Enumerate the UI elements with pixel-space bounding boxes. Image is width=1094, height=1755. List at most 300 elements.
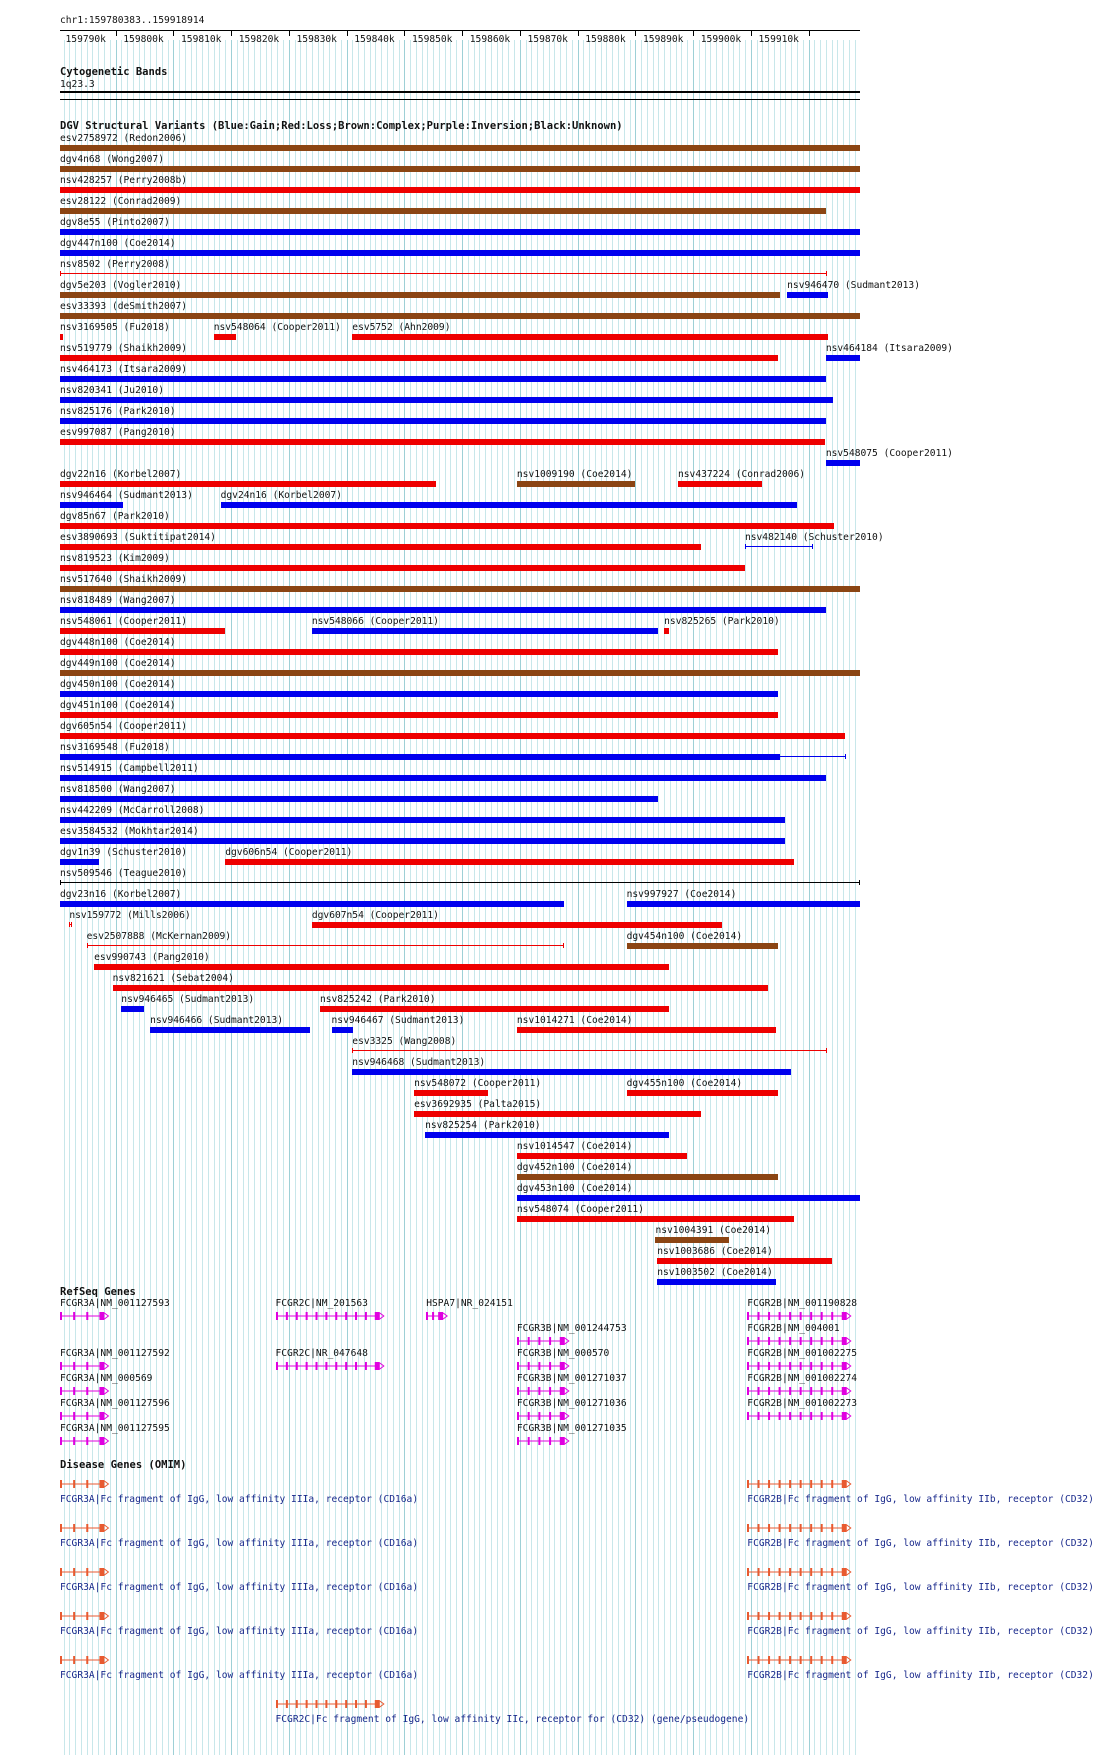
exon-block [758, 1612, 760, 1620]
omim-gene-label: FCGR3A|Fc fragment of IgG, low affinity IIIa, receptor (CD16a) [60, 1670, 419, 1681]
exon-block [99, 1656, 104, 1664]
dgv-feature-label: nsv548061 (Cooper2011) [60, 616, 188, 627]
dgv-feature-bar [60, 334, 63, 340]
dgv-feature-bar [826, 355, 860, 361]
exon-block [800, 1387, 802, 1395]
exon-block [800, 1568, 802, 1576]
dgv-feature-bar [657, 1258, 831, 1264]
strand-arrow [565, 1338, 569, 1344]
dgv-feature-bar [627, 1090, 779, 1096]
omim-gene-glyph [60, 1654, 109, 1666]
exon-block [747, 1612, 749, 1620]
exon-block [821, 1656, 823, 1664]
dgv-feature-label: nsv548075 (Cooper2011) [825, 448, 953, 459]
exon-block [747, 1387, 749, 1395]
exon-block [560, 1437, 565, 1445]
exon-block [426, 1312, 428, 1320]
ruler-tick-label: 159910k [758, 34, 799, 45]
strand-arrow [847, 1525, 851, 1531]
dgv-feature-bar [517, 481, 635, 487]
refseq-gene-label: FCGR3A|NM_000569 [60, 1373, 153, 1384]
dgv-feature-bar [517, 1027, 776, 1033]
exon-block [747, 1312, 749, 1320]
exon-block [549, 1337, 551, 1345]
strand-arrow [847, 1338, 851, 1344]
dgv-feature-label: dgv453n100 (Coe2014) [516, 1183, 633, 1194]
omim-gene-glyph [60, 1610, 109, 1622]
exon-block [747, 1362, 749, 1370]
exon-block [779, 1656, 781, 1664]
exon-block [60, 1612, 62, 1620]
omim-gene-label: FCGR2B|Fc fragment of IgG, low affinity IIb, receptor (CD32) [747, 1626, 1094, 1637]
dgv-feature-label: esv3584532 (Mokhtar2014) [60, 826, 199, 837]
dgv-feature-label: nsv946470 (Sudmant2013) [787, 280, 920, 291]
exon-block [832, 1612, 834, 1620]
omim-gene-glyph [747, 1610, 852, 1622]
refseq-gene-glyph [517, 1360, 570, 1372]
exon-block [549, 1387, 551, 1395]
ruler-tick-label: 159850k [412, 34, 453, 45]
dgv-feature-span [60, 882, 860, 883]
ruler-tick [693, 31, 694, 36]
dgv-track-title: DGV Structural Variants (Blue:Gain;Red:Loss;Brown:Complex;Purple:Inversion;Black:Unknown) [60, 120, 623, 132]
dgv-feature-label: nsv464173 (Itsara2009) [60, 364, 188, 375]
exon-block [99, 1312, 104, 1320]
dgv-feature-label: nsv509546 (Teague2010) [60, 868, 188, 879]
exon-block [821, 1362, 823, 1370]
exon-block [768, 1612, 770, 1620]
exon-block [560, 1362, 565, 1370]
exon-block [560, 1387, 565, 1395]
dgv-feature-bar [60, 481, 436, 487]
exon-block [789, 1568, 791, 1576]
refseq-gene-glyph [747, 1335, 852, 1347]
exon-block [758, 1362, 760, 1370]
cyto-track-title: Cytogenetic Bands [60, 66, 168, 78]
refseq-gene-label: FCGR3B|NM_001271035 [516, 1423, 627, 1434]
exon-block [528, 1362, 530, 1370]
dgv-feature-bar [517, 1195, 860, 1201]
exon-block [528, 1412, 530, 1420]
dgv-feature-label: nsv821621 (Sebat2004) [112, 973, 234, 984]
exon-block [295, 1700, 297, 1708]
exon-block [276, 1362, 278, 1370]
exon-block [86, 1612, 88, 1620]
omim-gene-label: FCGR3A|Fc fragment of IgG, low affinity IIIa, receptor (CD16a) [60, 1494, 419, 1505]
exon-block [832, 1387, 834, 1395]
dgv-feature-label: dgv454n100 (Coe2014) [626, 931, 743, 942]
dgv-feature-label: nsv442209 (McCarroll2008) [60, 805, 205, 816]
cyto-band-underline [60, 99, 860, 100]
strand-arrow [104, 1363, 108, 1369]
omim-gene-glyph [60, 1478, 109, 1490]
dgv-span-end [859, 880, 860, 885]
exon-block [517, 1412, 519, 1420]
refseq-gene-glyph [60, 1360, 109, 1372]
exon-block [99, 1387, 104, 1395]
dgv-feature-label: esv997087 (Pang2010) [60, 427, 176, 438]
exon-block [768, 1412, 770, 1420]
dgv-span-end [563, 943, 564, 948]
exon-block [73, 1524, 75, 1532]
exon-block [842, 1612, 847, 1620]
exon-block [832, 1524, 834, 1532]
strand-arrow [565, 1438, 569, 1444]
ruler-tick-label: 159790k [65, 34, 106, 45]
dgv-feature-label: nsv548066 (Cooper2011) [311, 616, 439, 627]
exon-block [276, 1312, 278, 1320]
dgv-span-end [87, 943, 88, 948]
dgv-feature-label: nsv825242 (Park2010) [319, 994, 436, 1005]
exon-block [305, 1312, 307, 1320]
exon-block [779, 1312, 781, 1320]
dgv-feature-bar [94, 964, 669, 970]
dgv-span-end [845, 754, 846, 759]
exon-block [432, 1312, 434, 1320]
exon-block [842, 1362, 847, 1370]
dgv-feature-label: esv5752 (Ahn2009) [352, 322, 451, 333]
exon-block [345, 1700, 347, 1708]
omim-gene-glyph [747, 1522, 852, 1534]
refseq-gene-label: FCGR2B|NM_004001 [747, 1323, 840, 1334]
exon-block [364, 1700, 366, 1708]
exon-block [315, 1700, 317, 1708]
exon-block [779, 1568, 781, 1576]
dgv-feature-bar [517, 1174, 779, 1180]
dgv-feature-label: dgv24n16 (Korbel2007) [220, 490, 342, 501]
exon-block [538, 1337, 540, 1345]
dgv-feature-bar [60, 145, 860, 151]
omim-gene-label: FCGR2B|Fc fragment of IgG, low affinity IIb, receptor (CD32) [747, 1538, 1094, 1549]
refseq-gene-glyph [517, 1335, 570, 1347]
exon-block [325, 1700, 327, 1708]
dgv-feature-bar [60, 523, 834, 529]
dgv-feature-label: esv2507888 (McKernan2009) [86, 931, 232, 942]
exon-block [305, 1700, 307, 1708]
dgv-feature-bar [221, 502, 797, 508]
dgv-feature-label: nsv997927 (Coe2014) [626, 889, 737, 900]
refseq-gene-label: FCGR2B|NM_001190828 [747, 1298, 858, 1309]
exon-block [285, 1362, 287, 1370]
refseq-gene-glyph [60, 1435, 109, 1447]
exon-block [528, 1337, 530, 1345]
exon-block [779, 1362, 781, 1370]
exon-block [60, 1312, 62, 1320]
exon-block [549, 1412, 551, 1420]
exon-block [73, 1412, 75, 1420]
dgv-feature-bar [657, 1279, 776, 1285]
dgv-span-end [71, 922, 72, 927]
exon-block [768, 1362, 770, 1370]
ruler-tick [289, 31, 290, 36]
exon-block [538, 1387, 540, 1395]
refseq-gene-glyph [747, 1360, 852, 1372]
exon-block [276, 1700, 278, 1708]
dgv-feature-bar [60, 292, 780, 298]
dgv-feature-bar [352, 1069, 791, 1075]
exon-block [758, 1387, 760, 1395]
dgv-feature-bar [627, 901, 860, 907]
strand-arrow [847, 1388, 851, 1394]
exon-block [325, 1312, 327, 1320]
dgv-feature-span [87, 945, 565, 946]
omim-gene-label: FCGR3A|Fc fragment of IgG, low affinity IIIa, receptor (CD16a) [60, 1626, 419, 1637]
dgv-feature-bar [60, 565, 745, 571]
refseq-gene-label: FCGR3B|NM_001244753 [516, 1323, 627, 1334]
dgv-feature-bar [60, 502, 123, 508]
dgv-feature-label: dgv452n100 (Coe2014) [516, 1162, 633, 1173]
dgv-feature-label: dgv455n100 (Coe2014) [626, 1078, 743, 1089]
exon-block [295, 1312, 297, 1320]
ruler-tick-label: 159800k [123, 34, 164, 45]
dgv-feature-bar [414, 1090, 488, 1096]
strand-arrow [104, 1481, 108, 1487]
dgv-feature-label: nsv548074 (Cooper2011) [516, 1204, 644, 1215]
dgv-feature-bar [60, 670, 860, 676]
ruler-tick [635, 31, 636, 36]
dgv-feature-bar [414, 1111, 700, 1117]
refseq-gene-glyph [426, 1310, 448, 1322]
dgv-feature-bar [60, 901, 564, 907]
exon-block [768, 1387, 770, 1395]
exon-block [821, 1412, 823, 1420]
dgv-feature-label: nsv1009190 (Coe2014) [516, 469, 633, 480]
dgv-feature-bar [664, 628, 669, 634]
exon-block [789, 1312, 791, 1320]
exon-block [747, 1656, 749, 1664]
locus-label: chr1:159780383..159918914 [60, 15, 205, 26]
dgv-feature-label: dgv449n100 (Coe2014) [60, 658, 176, 669]
omim-gene-glyph [60, 1522, 109, 1534]
dgv-feature-bar [312, 922, 722, 928]
ruler-tick [751, 31, 752, 36]
dgv-feature-label: nsv820341 (Ju2010) [60, 385, 164, 396]
strand-arrow [104, 1438, 108, 1444]
exon-block [325, 1362, 327, 1370]
ruler-tick-label: 159880k [585, 34, 626, 45]
omim-gene-glyph [747, 1654, 852, 1666]
exon-block [285, 1700, 287, 1708]
exon-block [315, 1312, 317, 1320]
refseq-gene-label: FCGR2C|NR_047648 [275, 1348, 368, 1359]
dgv-feature-bar [60, 208, 826, 214]
exon-block [538, 1437, 540, 1445]
dgv-feature-bar [678, 481, 762, 487]
exon-block [315, 1362, 317, 1370]
exon-block [560, 1337, 565, 1345]
dgv-feature-bar [60, 691, 778, 697]
exon-block [86, 1656, 88, 1664]
exon-block [517, 1362, 519, 1370]
exon-block [345, 1312, 347, 1320]
exon-block [789, 1412, 791, 1420]
ruler-tick-label: 159870k [527, 34, 568, 45]
exon-block [345, 1362, 347, 1370]
exon-block [789, 1337, 791, 1345]
exon-block [842, 1524, 847, 1532]
dgv-span-end [826, 271, 827, 276]
dgv-feature-bar [60, 397, 833, 403]
exon-block [758, 1524, 760, 1532]
strand-arrow [847, 1313, 851, 1319]
exon-block [842, 1568, 847, 1576]
dgv-feature-bar [60, 166, 860, 172]
exon-block [528, 1437, 530, 1445]
dgv-feature-bar [517, 1216, 794, 1222]
omim-gene-label: FCGR3A|Fc fragment of IgG, low affinity IIIa, receptor (CD16a) [60, 1538, 419, 1549]
dgv-feature-bar [312, 628, 658, 634]
exon-block [438, 1312, 443, 1320]
ruler-tick [173, 31, 174, 36]
dgv-feature-label: dgv450n100 (Coe2014) [60, 679, 176, 690]
exon-block [810, 1412, 812, 1420]
strand-arrow [847, 1413, 851, 1419]
ruler-tick-label: 159890k [643, 34, 684, 45]
exon-block [758, 1337, 760, 1345]
exon-block [99, 1412, 104, 1420]
exon-block [560, 1412, 565, 1420]
exon-block [821, 1387, 823, 1395]
exon-block [285, 1312, 287, 1320]
dgv-span-end [60, 271, 61, 276]
refseq-gene-glyph [747, 1385, 852, 1397]
exon-block [842, 1480, 847, 1488]
exon-block [73, 1612, 75, 1620]
dgv-feature-bar [60, 418, 826, 424]
dgv-feature-bar [60, 313, 860, 319]
refseq-gene-label: FCGR3B|NM_001271037 [516, 1373, 627, 1384]
dgv-feature-bar [113, 985, 768, 991]
dgv-feature-bar [332, 1027, 354, 1033]
ruler-tick [116, 31, 117, 36]
dgv-feature-bar [60, 817, 785, 823]
exon-block [73, 1312, 75, 1320]
refseq-gene-label: FCGR3A|NM_001127593 [60, 1298, 170, 1309]
exon-block [810, 1524, 812, 1532]
dgv-feature-label: dgv22n16 (Korbel2007) [60, 469, 182, 480]
dgv-feature-label: dgv448n100 (Coe2014) [60, 637, 176, 648]
exon-block [800, 1337, 802, 1345]
ruler-tick [347, 31, 348, 36]
exon-block [779, 1480, 781, 1488]
exon-block [295, 1362, 297, 1370]
ruler-tick-label: 159840k [354, 34, 395, 45]
dgv-feature-bar [787, 292, 827, 298]
exon-block [335, 1312, 337, 1320]
strand-arrow [847, 1569, 851, 1575]
dgv-feature-label: nsv3169548 (Fu2018) [60, 742, 170, 753]
dgv-feature-bar [627, 943, 779, 949]
omim-gene-label: FCGR2C|Fc fragment of IgG, low affinity IIc, receptor for (CD32) (gene/pseudogene) [275, 1714, 750, 1725]
exon-block [842, 1312, 847, 1320]
exon-block [832, 1312, 834, 1320]
cyto-band-label: 1q23.3 [60, 79, 95, 90]
dgv-feature-label: nsv482140 (Schuster2010) [744, 532, 884, 543]
dgv-feature-bar [826, 460, 860, 466]
exon-block [86, 1387, 88, 1395]
dgv-feature-label: dgv4n68 (Wong2007) [60, 154, 164, 165]
exon-block [758, 1480, 760, 1488]
refseq-gene-glyph [60, 1410, 109, 1422]
omim-gene-glyph [276, 1698, 385, 1710]
dgv-feature-label: dgv605n54 (Cooper2011) [60, 721, 188, 732]
dgv-feature-span [352, 1050, 827, 1051]
refseq-gene-label: FCGR3A|NM_001127596 [60, 1398, 170, 1409]
exon-block [86, 1437, 88, 1445]
dgv-span-end [745, 544, 746, 549]
refseq-gene-label: FCGR3B|NM_001271036 [516, 1398, 627, 1409]
exon-block [800, 1412, 802, 1420]
exon-block [779, 1412, 781, 1420]
strand-arrow [847, 1657, 851, 1663]
exon-block [832, 1362, 834, 1370]
dgv-feature-bar [60, 355, 778, 361]
exon-block [821, 1337, 823, 1345]
ruler-tick [404, 31, 405, 36]
dgv-feature-label: dgv606n54 (Cooper2011) [225, 847, 353, 858]
exon-block [800, 1312, 802, 1320]
dgv-feature-label: dgv8e55 (Pinto2007) [60, 217, 170, 228]
exon-block [789, 1612, 791, 1620]
dgv-feature-bar [60, 250, 860, 256]
dgv-feature-bar [60, 796, 658, 802]
dgv-feature-label: nsv818500 (Wang2007) [60, 784, 176, 795]
exon-block [758, 1412, 760, 1420]
exon-block [747, 1337, 749, 1345]
exon-block [821, 1568, 823, 1576]
ruler-tick-label: 159820k [238, 34, 280, 45]
dgv-feature-label: nsv517640 (Shaikh2009) [60, 574, 188, 585]
dgv-feature-span [780, 756, 845, 757]
exon-block [821, 1612, 823, 1620]
strand-arrow [379, 1313, 383, 1319]
strand-arrow [847, 1363, 851, 1369]
refseq-gene-glyph [517, 1435, 570, 1447]
strand-arrow [847, 1613, 851, 1619]
dgv-feature-label: esv3890693 (Suktitipat2014) [60, 532, 216, 543]
dgv-feature-bar [60, 628, 225, 634]
exon-block [60, 1412, 62, 1420]
exon-block [60, 1524, 62, 1532]
dgv-feature-label: esv28122 (Conrad2009) [60, 196, 182, 207]
dgv-span-end [352, 1048, 353, 1053]
refseq-gene-label: FCGR2C|NM_201563 [275, 1298, 368, 1309]
dgv-feature-label: nsv519779 (Shaikh2009) [60, 343, 188, 354]
exon-block [821, 1480, 823, 1488]
strand-arrow [565, 1388, 569, 1394]
dgv-feature-label: nsv946464 (Sudmant2013) [60, 490, 193, 501]
dgv-feature-label: dgv607n54 (Cooper2011) [311, 910, 439, 921]
refseq-gene-label: FCGR2B|NM_001002275 [747, 1348, 858, 1359]
exon-block [747, 1524, 749, 1532]
exon-block [832, 1656, 834, 1664]
exon-block [810, 1312, 812, 1320]
exon-block [842, 1337, 847, 1345]
exon-block [810, 1656, 812, 1664]
exon-block [768, 1656, 770, 1664]
strand-arrow [379, 1363, 383, 1369]
exon-block [374, 1362, 379, 1370]
exon-block [810, 1480, 812, 1488]
exon-block [768, 1337, 770, 1345]
exon-block [73, 1362, 75, 1370]
exon-block [747, 1412, 749, 1420]
exon-block [832, 1412, 834, 1420]
ruler-tick [520, 31, 521, 36]
dgv-feature-span [60, 273, 827, 274]
dgv-feature-bar [60, 649, 778, 655]
omim-gene-label: FCGR2B|Fc fragment of IgG, low affinity IIb, receptor (CD32) [747, 1494, 1094, 1505]
